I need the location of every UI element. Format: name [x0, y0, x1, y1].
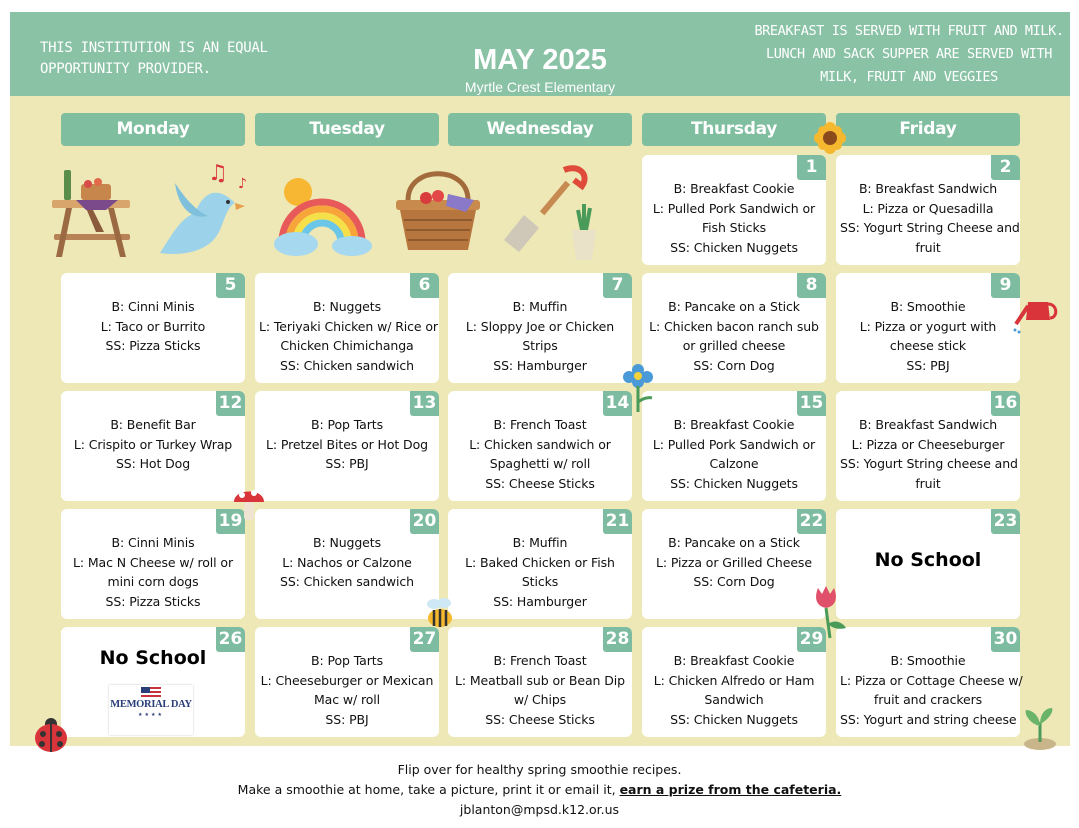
no-school-label: No School [874, 549, 982, 571]
menu-line: L: Mac N Cheese w/ roll or [73, 554, 233, 570]
day-number: 2 [991, 155, 1020, 180]
menu-line: SS: Chicken Nuggets [670, 475, 798, 491]
menu-text [646, 179, 822, 257]
menu-line: SS: Pizza Sticks [105, 338, 201, 354]
day-number: 6 [410, 273, 439, 298]
bee-icon [420, 594, 460, 634]
menu-line: B: Benefit Bar [110, 417, 196, 432]
menu-line: B: Smoothie [890, 653, 966, 668]
day-number: 9 [991, 273, 1020, 298]
day-cell [642, 155, 826, 265]
school-name: Myrtle Crest Elementary [464, 79, 616, 95]
day-number: 1 [797, 155, 826, 180]
svg-text:♫: ♫ [208, 161, 228, 186]
day-cell [61, 509, 245, 619]
menu-text [452, 297, 628, 375]
menu-text [65, 297, 241, 356]
menu-line: SS: Hamburger [493, 593, 587, 609]
footer-line-recipes: Flip over for healthy spring smoothie recipes. [397, 762, 682, 777]
menu-line: SS: Pizza Sticks [105, 593, 201, 609]
menu-line: SS: PBJ [325, 711, 369, 727]
menu-line: L: Pretzel Bites or Hot Dog [266, 436, 428, 452]
menu-text [65, 415, 241, 474]
menu-line: L: Meatball sub or Bean Dip [455, 672, 625, 688]
menu-line: SS: Yogurt String Cheese and [840, 220, 1020, 236]
menu-line: B: Pancake on a Stick [668, 299, 800, 314]
menu-line: fruit [915, 239, 941, 255]
calendar-header [10, 12, 1070, 96]
bluebird-icon [150, 158, 250, 262]
menu-line: L: Sloppy Joe or Chicken [465, 318, 615, 334]
day-header-wednesday: Wednesday [448, 113, 632, 146]
day-cell [836, 627, 1023, 737]
day-cell [642, 391, 826, 501]
shovel-plant-icon [494, 160, 614, 264]
menu-line: B: French Toast [493, 653, 587, 668]
menu-line: SS: Cheese Sticks [485, 475, 595, 491]
menu-line: B: Smoothie [890, 299, 966, 314]
equal-opportunity-note: THIS INSTITUTION IS AN EQUAL OPPORTUNITY PROVIDER. [40, 40, 268, 77]
us-flag-icon [141, 687, 161, 699]
menu-line: B: Cinni Minis [111, 535, 195, 550]
menu-line: mini corn dogs [107, 574, 199, 590]
day-cell [836, 155, 1020, 265]
menu-line: L: Cheeseburger or Mexican [260, 672, 434, 688]
day-cell [61, 273, 245, 383]
menu-text [452, 533, 628, 611]
day-number: 27 [410, 627, 439, 652]
watering-can-icon [1012, 290, 1058, 336]
day-cell [255, 391, 439, 501]
day-number: 5 [216, 273, 245, 298]
menu-text [840, 651, 1023, 729]
menu-line: L: Pizza or Cheeseburger [851, 436, 1005, 452]
day-number: 26 [216, 627, 245, 652]
menu-line: SS: PBJ [325, 456, 369, 472]
menu-text [452, 651, 628, 729]
rainbow-icon [268, 162, 374, 262]
menu-line: SS: Chicken sandwich [280, 574, 414, 590]
menu-line: SS: Chicken Nuggets [670, 239, 798, 255]
menu-line: Calzone [709, 456, 759, 472]
menu-line: SS: Chicken Nuggets [670, 711, 798, 727]
day-cell [836, 391, 1020, 501]
day-number: 16 [991, 391, 1020, 416]
sunflower-icon [812, 120, 848, 160]
day-cell [255, 627, 439, 737]
menu-line: SS: Corn Dog [693, 357, 775, 373]
svg-text:♪: ♪ [238, 176, 247, 192]
menu-line: SS: Hot Dog [115, 456, 191, 472]
menu-line: B: Muffin [512, 299, 568, 314]
menu-line: Sandwich [704, 692, 764, 708]
day-number: 12 [216, 391, 245, 416]
day-cell [448, 273, 632, 383]
basket-icon [388, 160, 488, 260]
footer-line-smoothie [0, 780, 1079, 800]
day-cell [642, 509, 826, 619]
menu-line: SS: Hamburger [493, 357, 587, 373]
day-number: 20 [410, 509, 439, 534]
day-cell [836, 273, 1020, 383]
menu-line: L: Taco or Burrito [100, 318, 206, 334]
day-number: 19 [216, 509, 245, 534]
menu-line: Fish Sticks [702, 220, 766, 236]
menu-text [259, 297, 438, 375]
no-school-label: No School [99, 647, 207, 669]
stars-decoration: ★★★★ [138, 712, 164, 718]
menu-line: L: Chicken sandwich or [469, 436, 611, 452]
day-cell [61, 391, 245, 501]
day-cell [836, 509, 1020, 619]
menu-text [259, 415, 435, 474]
menu-line: L: Pizza or Quesadilla [862, 200, 994, 216]
menu-text [840, 415, 1016, 493]
day-cell [61, 627, 245, 737]
menu-line: B: Breakfast Cookie [673, 181, 795, 196]
menu-line: L: Chicken bacon ranch sub [649, 318, 819, 334]
menu-text [646, 651, 822, 729]
day-cell [255, 509, 439, 619]
memorial-day-badge [109, 685, 193, 735]
menu-line: B: Breakfast Sandwich [858, 417, 998, 432]
day-number: 8 [797, 273, 826, 298]
day-header-monday: Monday [61, 113, 245, 146]
menu-text [840, 297, 1016, 375]
day-number: 28 [603, 627, 632, 652]
menu-line: or grilled cheese [682, 338, 786, 354]
menu-line: SS: PBJ [906, 357, 950, 373]
day-number: 7 [603, 273, 632, 298]
prize-text: earn a prize from the cafeteria. [619, 782, 842, 797]
menu-text [259, 651, 435, 729]
day-header-friday: Friday [836, 113, 1020, 146]
day-header-thursday: Thursday [642, 113, 826, 146]
menu-line: B: Breakfast Cookie [673, 417, 795, 432]
page-title: MAY 2025 [473, 44, 607, 76]
day-number: 14 [603, 391, 632, 416]
day-number: 22 [797, 509, 826, 534]
picnic-table-icon [36, 162, 136, 262]
menu-line: w/ Chips [513, 692, 567, 708]
menu-line: SS: Yogurt and string cheese [840, 711, 1017, 727]
day-cell [642, 273, 826, 383]
day-number: 21 [603, 509, 632, 534]
menu-line: B: Nuggets [312, 535, 381, 550]
menu-line: Mac w/ roll [313, 692, 381, 708]
day-number: 30 [991, 627, 1020, 652]
menu-text [840, 179, 1020, 257]
menu-line: L: Pizza or yogurt with [859, 318, 997, 334]
menu-text [646, 533, 822, 592]
menu-line: L: Pulled Pork Sandwich or [652, 200, 816, 216]
menu-text [646, 297, 822, 375]
menu-line: L: Nachos or Calzone [282, 554, 412, 570]
day-number: 29 [797, 627, 826, 652]
menu-line: B: Nuggets [312, 299, 381, 314]
menu-line: SS: Yogurt String cheese and [840, 456, 1018, 472]
day-cell [448, 509, 632, 619]
menu-line: L: Baked Chicken or Fish [465, 554, 615, 570]
menu-line: L: Crispito or Turkey Wrap [73, 436, 233, 452]
menu-line: SS: Cheese Sticks [485, 711, 595, 727]
day-number: 23 [991, 509, 1020, 534]
menu-text [259, 533, 435, 592]
menu-line: B: Breakfast Sandwich [858, 181, 998, 196]
tulip-icon [806, 584, 850, 640]
blue-flower-icon [618, 362, 658, 414]
menu-line: L: Pizza or Grilled Cheese [656, 554, 812, 570]
menu-line: cheese stick [889, 338, 967, 354]
menu-text [646, 415, 822, 493]
day-number: 13 [410, 391, 439, 416]
menu-line: Strips [522, 338, 558, 354]
menu-line: SS: Chicken sandwich [280, 357, 414, 373]
menu-text [452, 415, 628, 493]
day-cell [255, 273, 439, 383]
meal-service-note: BREAKFAST IS SERVED WITH FRUIT AND MILK. LUNCH AND SACK SUPPER ARE SERVED WITH MILK, FRUIT AND VEGGIES [754, 23, 1064, 85]
menu-line: fruit and crackers [873, 692, 983, 708]
menu-line: B: Pop Tarts [311, 653, 383, 668]
contact-email[interactable]: jblanton@mpsd.k12.or.us [459, 802, 620, 817]
menu-line: B: Cinni Minis [111, 299, 195, 314]
menu-line: B: Breakfast Cookie [673, 653, 795, 668]
menu-line: Sticks [521, 574, 559, 590]
day-cell [448, 391, 632, 501]
ladybug-icon [30, 714, 72, 754]
menu-line: fruit [915, 475, 941, 491]
day-cell [642, 627, 826, 737]
memorial-day-text: MEMORIAL DAY [110, 699, 192, 710]
day-number: 15 [797, 391, 826, 416]
sprout-icon [1016, 704, 1060, 750]
menu-line: B: Pop Tarts [311, 417, 383, 432]
menu-line: L: Pulled Pork Sandwich or [652, 436, 816, 452]
day-cell [448, 627, 632, 737]
mushroom-icon [232, 484, 266, 524]
menu-line: Chicken Chimichanga [280, 338, 414, 354]
menu-line: L: Pizza or Cottage Cheese w/ [840, 672, 1023, 688]
menu-line: B: Pancake on a Stick [668, 535, 800, 550]
menu-line: L: Chicken Alfredo or Ham [653, 672, 815, 688]
day-header-tuesday: Tuesday [255, 113, 439, 146]
footer-smoothie-text: Make a smoothie at home, take a picture, print it or email it, [237, 782, 616, 797]
menu-line: B: French Toast [493, 417, 587, 432]
menu-line: SS: Corn Dog [693, 574, 775, 590]
menu-line: Spaghetti w/ roll [489, 456, 591, 472]
menu-text [65, 533, 241, 611]
footer [0, 760, 1079, 820]
menu-line: L: Teriyaki Chicken w/ Rice or [259, 318, 438, 334]
menu-line: B: Muffin [512, 535, 568, 550]
